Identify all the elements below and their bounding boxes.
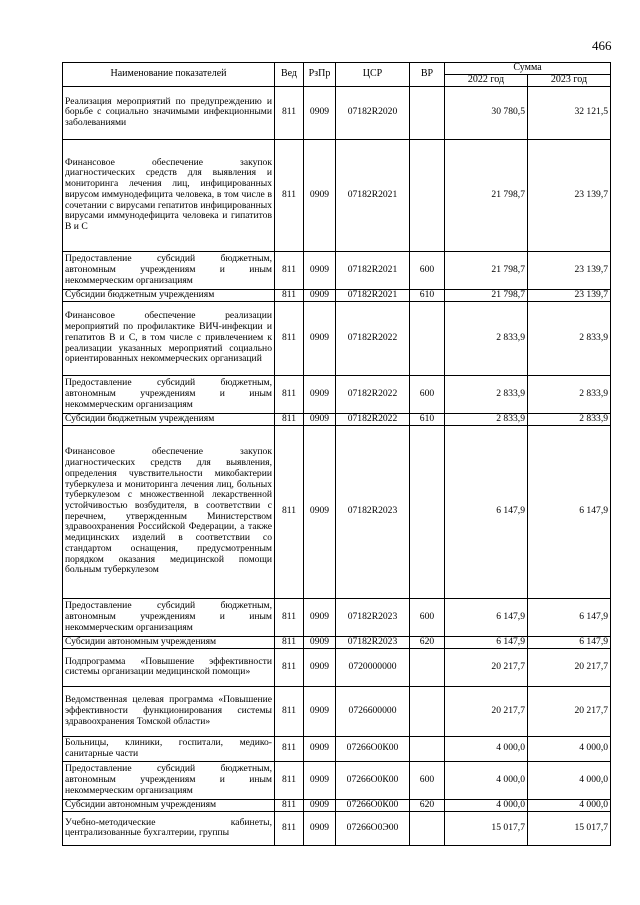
row-csr: 07182R2020 [336, 86, 410, 139]
row-ved: 811 [275, 811, 304, 845]
row-sum-2023: 23 139,7 [528, 251, 611, 289]
row-rzpr: 0909 [304, 598, 336, 636]
row-csr: 07182R2021 [336, 251, 410, 289]
row-sum-2022: 2 833,9 [445, 301, 528, 375]
table-row [63, 375, 611, 413]
row-sum-2022: 20 217,7 [445, 686, 528, 736]
row-rzpr: 0909 [304, 636, 336, 648]
row-rzpr: 0909 [304, 289, 336, 301]
header-2023: 2023 год [528, 74, 611, 86]
row-sum-2023: 20 217,7 [528, 648, 611, 686]
table-row [63, 598, 611, 636]
row-name: Финансовое обеспечение закупок диагностических средств для выявления и мониторинга лечения лиц, инфицированных вирусом иммунодефицита человека, в том числе в сочетании с вирусами гепатитов инфицированных вирусами иммунодефицита человека и гипатитов В и С [63, 139, 275, 251]
row-sum-2023: 32 121,5 [528, 86, 611, 139]
row-sum-2022: 4 000,0 [445, 799, 528, 811]
row-sum-2022: 4 000,0 [445, 761, 528, 799]
row-vr: 600 [410, 598, 445, 636]
row-ved: 811 [275, 799, 304, 811]
row-name: Финансовое обеспечение реализации мероприятий по профилактике ВИЧ-инфекции и гепатитов В и С, в том числе с привлечением к реализации указанных мероприятий социально ориентированных некоммерческих организаций [63, 301, 275, 375]
row-rzpr: 0909 [304, 139, 336, 251]
row-sum-2023: 6 147,9 [528, 598, 611, 636]
row-rzpr: 0909 [304, 413, 336, 425]
header-csr: ЦСР [336, 63, 410, 87]
row-vr [410, 425, 445, 598]
row-sum-2023: 23 139,7 [528, 289, 611, 301]
row-name: Подпрограмма «Повышение эффективности системы организации медицинской помощи» [63, 648, 275, 686]
row-vr: 620 [410, 799, 445, 811]
row-rzpr: 0909 [304, 425, 336, 598]
row-csr: 0720000000 [336, 648, 410, 686]
row-sum-2022: 21 798,7 [445, 139, 528, 251]
table-row [63, 736, 611, 761]
row-sum-2023: 2 833,9 [528, 413, 611, 425]
row-ved: 811 [275, 425, 304, 598]
page-number: 466 [592, 38, 612, 53]
row-name: Предоставление субсидий бюджетным, автономным учреждениям и иным некоммерческим организациям [63, 761, 275, 799]
row-sum-2023: 4 000,0 [528, 736, 611, 761]
row-vr: 600 [410, 761, 445, 799]
row-vr [410, 811, 445, 845]
row-sum-2022: 6 147,9 [445, 598, 528, 636]
row-vr: 610 [410, 289, 445, 301]
table-row [63, 799, 611, 811]
row-name: Ведомственная целевая программа «Повышение эффективности функционирования системы здравоохранения Томской области» [63, 686, 275, 736]
table-body [63, 86, 611, 845]
row-ved: 811 [275, 761, 304, 799]
row-ved: 811 [275, 648, 304, 686]
row-ved: 811 [275, 736, 304, 761]
row-ved: 811 [275, 301, 304, 375]
row-rzpr: 0909 [304, 799, 336, 811]
row-vr: 600 [410, 251, 445, 289]
header-2022: 2022 год [445, 74, 528, 86]
table-row [63, 425, 611, 598]
table-row [63, 301, 611, 375]
row-sum-2022: 21 798,7 [445, 251, 528, 289]
row-ved: 811 [275, 289, 304, 301]
row-name: Предоставление субсидий бюджетным, автономным учреждениям и иным некоммерческим организациям [63, 375, 275, 413]
row-name: Субсидии бюджетным учреждениям [63, 413, 275, 425]
row-rzpr: 0909 [304, 251, 336, 289]
budget-table [62, 62, 611, 846]
row-csr: 07182R2021 [336, 139, 410, 251]
row-rzpr: 0909 [304, 811, 336, 845]
row-rzpr: 0909 [304, 736, 336, 761]
row-vr: 600 [410, 375, 445, 413]
row-sum-2023: 6 147,9 [528, 636, 611, 648]
row-ved: 811 [275, 686, 304, 736]
row-ved: 811 [275, 251, 304, 289]
row-name: Предоставление субсидий бюджетным, автономным учреждениям и иным некоммерческим организациям [63, 251, 275, 289]
row-sum-2023: 23 139,7 [528, 139, 611, 251]
row-name: Реализация мероприятий по предупреждению и борьбе с социально значимыми инфекционными заболеваниями [63, 86, 275, 139]
row-sum-2022: 2 833,9 [445, 413, 528, 425]
table-row [63, 86, 611, 139]
row-sum-2023: 4 000,0 [528, 761, 611, 799]
row-sum-2022: 21 798,7 [445, 289, 528, 301]
row-ved: 811 [275, 598, 304, 636]
row-ved: 811 [275, 375, 304, 413]
row-ved: 811 [275, 636, 304, 648]
row-rzpr: 0909 [304, 301, 336, 375]
row-csr: 07182R2022 [336, 301, 410, 375]
table-row [63, 686, 611, 736]
row-sum-2022: 2 833,9 [445, 375, 528, 413]
table-row [63, 251, 611, 289]
row-sum-2022: 6 147,9 [445, 425, 528, 598]
row-vr [410, 301, 445, 375]
row-csr: 07182R2023 [336, 636, 410, 648]
row-ved: 811 [275, 413, 304, 425]
row-csr: 07266О0К00 [336, 799, 410, 811]
row-name: Предоставление субсидий бюджетным, автономным учреждениям и иным некоммерческим организациям [63, 598, 275, 636]
row-ved: 811 [275, 86, 304, 139]
table-header [63, 63, 611, 87]
row-vr [410, 139, 445, 251]
row-csr: 07182R2021 [336, 289, 410, 301]
row-csr: 07182R2022 [336, 375, 410, 413]
table-row [63, 289, 611, 301]
row-csr: 07266О0К00 [336, 736, 410, 761]
row-vr [410, 736, 445, 761]
row-csr: 07266О0Э00 [336, 811, 410, 845]
row-name: Больницы, клиники, госпитали, медико-санитарные части [63, 736, 275, 761]
row-csr: 07266О0К00 [336, 761, 410, 799]
row-rzpr: 0909 [304, 686, 336, 736]
row-csr: 07182R2023 [336, 425, 410, 598]
row-sum-2023: 20 217,7 [528, 686, 611, 736]
table-row [63, 811, 611, 845]
row-rzpr: 0909 [304, 761, 336, 799]
row-name: Субсидии автономным учреждениям [63, 799, 275, 811]
row-vr: 620 [410, 636, 445, 648]
row-vr [410, 86, 445, 139]
header-vr: ВР [410, 63, 445, 87]
table-row [63, 761, 611, 799]
row-vr: 610 [410, 413, 445, 425]
row-sum-2023: 15 017,7 [528, 811, 611, 845]
row-name: Субсидии автономным учреждениям [63, 636, 275, 648]
header-name: Наименование показателей [63, 63, 275, 87]
row-sum-2022: 4 000,0 [445, 736, 528, 761]
row-name: Учебно-методические кабинеты, централизованные бухгалтерии, группы [63, 811, 275, 845]
row-ved: 811 [275, 139, 304, 251]
row-name: Субсидии бюджетным учреждениям [63, 289, 275, 301]
row-sum-2022: 30 780,5 [445, 86, 528, 139]
row-csr: 07182R2023 [336, 598, 410, 636]
row-csr: 0726600000 [336, 686, 410, 736]
header-rzpr: РзПр [304, 63, 336, 87]
row-rzpr: 0909 [304, 375, 336, 413]
row-sum-2023: 2 833,9 [528, 375, 611, 413]
row-sum-2023: 6 147,9 [528, 425, 611, 598]
table-row [63, 139, 611, 251]
header-ved: Вед [275, 63, 304, 87]
table-row [63, 413, 611, 425]
table-row [63, 648, 611, 686]
row-sum-2022: 20 217,7 [445, 648, 528, 686]
row-sum-2022: 6 147,9 [445, 636, 528, 648]
row-sum-2023: 2 833,9 [528, 301, 611, 375]
row-sum-2023: 4 000,0 [528, 799, 611, 811]
row-rzpr: 0909 [304, 648, 336, 686]
row-vr [410, 686, 445, 736]
header-sum: Сумма [445, 63, 611, 75]
row-name: Финансовое обеспечение закупок диагностических средств для выявления, определения чувствительности микобактерии туберкулеза и мониторинга лечения лиц, больных туберкулезом с множественной лекарственной устойчивостью возбудителя, в соответствии с перечнем, утвержденным Министерством здравоохранения Российской Федерации, а также медицинских изделий в соответствии со стандартом оснащения, предусмотренным порядком оказания медицинской помощи больным туберкулезом [63, 425, 275, 598]
row-rzpr: 0909 [304, 86, 336, 139]
row-csr: 07182R2022 [336, 413, 410, 425]
row-sum-2022: 15 017,7 [445, 811, 528, 845]
row-vr [410, 648, 445, 686]
table-row [63, 636, 611, 648]
